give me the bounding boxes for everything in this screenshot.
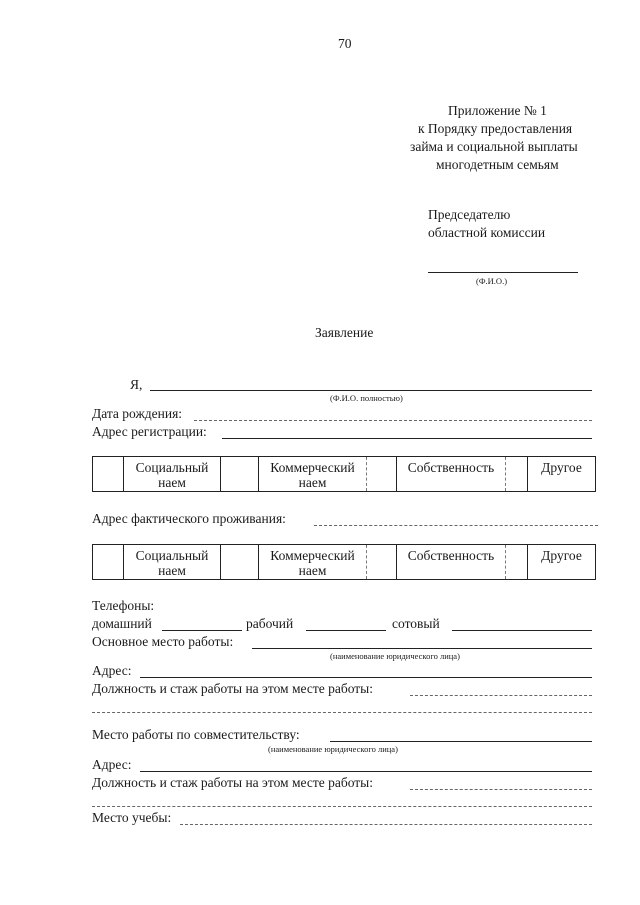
- option-social-rent[interactable]: [124, 457, 220, 491]
- option-commercial-rent[interactable]: [259, 457, 366, 491]
- actual-housing-table: [92, 544, 596, 580]
- table-divider: [366, 457, 367, 491]
- home-phone-label: домашний: [92, 616, 152, 631]
- part-time-position-label: Должность и стаж работы на этом месте работы:: [92, 775, 374, 790]
- option-other[interactable]: [528, 457, 595, 491]
- part-time-address-line[interactable]: [140, 771, 592, 772]
- option-label: наем: [158, 563, 186, 578]
- position-label: Должность и стаж работы на этом месте работы:: [92, 681, 374, 696]
- part-time-position-line-2[interactable]: [92, 806, 592, 807]
- table-divider: [505, 457, 506, 491]
- option-label: Социальный: [135, 460, 209, 475]
- part-time-work-caption: (наименование юридического лица): [268, 744, 398, 754]
- appendix-line-4: многодетным семьям: [436, 157, 559, 172]
- part-time-address-label: Адрес:: [92, 757, 132, 772]
- addressee-fio-caption: (Ф.И.О.): [476, 276, 508, 286]
- appendix-line-2: к Порядку предоставления: [418, 121, 573, 136]
- option-label: Другое: [541, 460, 582, 475]
- option-other[interactable]: [528, 545, 595, 579]
- actual-address-line[interactable]: [314, 525, 598, 526]
- registration-address-line[interactable]: [222, 438, 592, 439]
- appendix-line-1: Приложение № 1: [448, 103, 547, 118]
- addressee-line-2: областной комиссии: [428, 225, 546, 240]
- main-work-label: Основное место работы:: [92, 634, 234, 649]
- option-label: Собственность: [407, 548, 495, 563]
- mobile-phone-line[interactable]: [452, 630, 592, 631]
- work-phone-label: рабочий: [246, 616, 294, 631]
- addressee-line-1: Председателю: [428, 207, 511, 222]
- ya-label: Я,: [130, 377, 143, 392]
- option-label: наем: [158, 475, 186, 490]
- part-time-position-line[interactable]: [410, 789, 592, 790]
- table-divider: [505, 545, 506, 579]
- birth-date-label: Дата рождения:: [92, 406, 183, 421]
- study-place-label: Место учебы:: [92, 810, 172, 825]
- study-place-line[interactable]: [180, 824, 592, 825]
- option-label: Коммерческий: [270, 460, 355, 475]
- option-label: Собственность: [407, 460, 495, 475]
- mobile-phone-label: сотовый: [392, 616, 440, 631]
- option-property[interactable]: [397, 545, 505, 579]
- work-address-label: Адрес:: [92, 663, 132, 678]
- page-number: 70: [338, 36, 352, 51]
- appendix-line-3: займа и социальной выплаты: [410, 139, 578, 154]
- option-label: Социальный: [135, 548, 209, 563]
- document-title: Заявление: [315, 325, 374, 340]
- part-time-work-label: Место работы по совместительству:: [92, 727, 300, 742]
- work-address-line[interactable]: [140, 677, 592, 678]
- table-divider: [366, 545, 367, 579]
- main-work-caption: (наименование юридического лица): [330, 651, 460, 661]
- full-name-line[interactable]: [150, 390, 592, 391]
- table-divider: [220, 545, 221, 579]
- option-commercial-rent[interactable]: [259, 545, 366, 579]
- registration-housing-table: [92, 456, 596, 492]
- table-divider: [220, 457, 221, 491]
- option-label: наем: [298, 563, 327, 578]
- phones-label: Телефоны:: [92, 598, 155, 613]
- full-name-caption: (Ф.И.О. полностью): [330, 393, 403, 403]
- option-label: Коммерческий: [270, 548, 355, 563]
- work-phone-line[interactable]: [306, 630, 386, 631]
- option-social-rent[interactable]: [124, 545, 220, 579]
- home-phone-line[interactable]: [162, 630, 242, 631]
- main-work-line[interactable]: [252, 648, 592, 649]
- option-property[interactable]: [397, 457, 505, 491]
- part-time-work-line[interactable]: [330, 741, 592, 742]
- position-line-2[interactable]: [92, 712, 592, 713]
- addressee-fio-line[interactable]: [428, 272, 578, 273]
- position-line[interactable]: [410, 695, 592, 696]
- registration-address-label: Адрес регистрации:: [92, 424, 207, 439]
- option-label: наем: [298, 475, 327, 490]
- option-label: Другое: [541, 548, 582, 563]
- birth-date-line[interactable]: [194, 420, 592, 421]
- actual-address-label: Адрес фактического проживания:: [92, 511, 286, 526]
